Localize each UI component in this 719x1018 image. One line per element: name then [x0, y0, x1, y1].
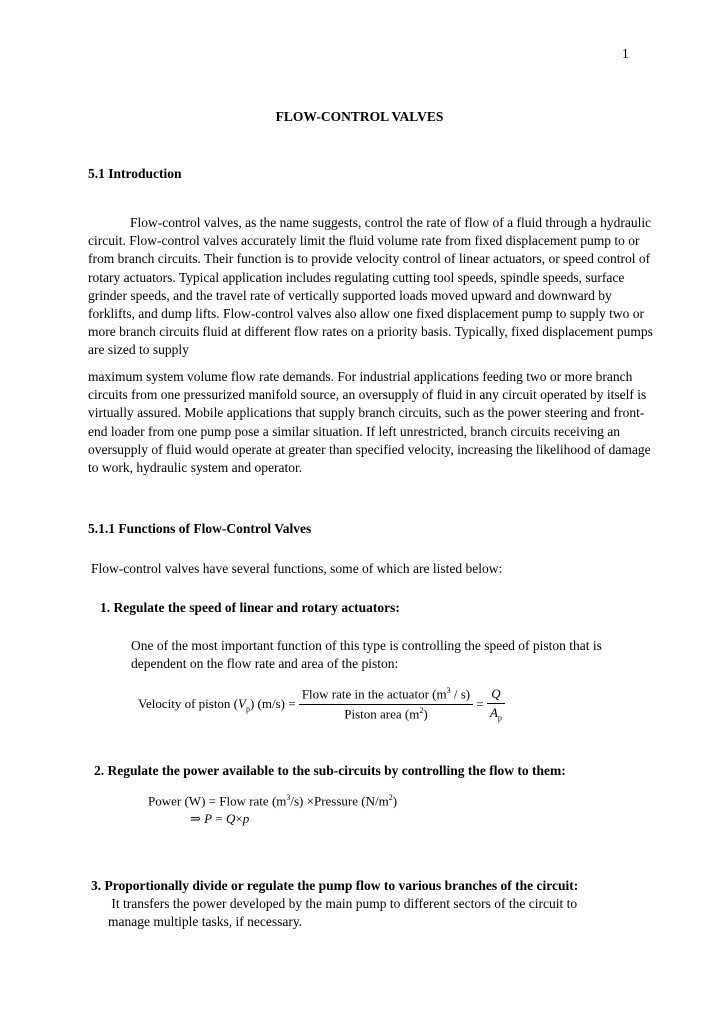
function-1-text: One of the most important function of this type is controlling the speed of piston that is dependent on the flow rate and area of the piston: [131, 638, 602, 672]
function-3-text-line-2: manage multiple tasks, if necessary. [108, 914, 303, 929]
function-3-heading: 3. Proportionally divide or regulate the pump flow to various branches of the circuit: [91, 878, 579, 893]
eq-fraction-words: $\frac{Flow rate in the actuator (m^3 / s)}{Piston area (m^2)}$ [299, 686, 473, 722]
eq-fraction-symbols: $\frac{Q}{A_p}$ [487, 686, 505, 723]
function-1-heading: 1. Regulate the speed of linear and rotary actuators: [100, 600, 400, 615]
power-equation-symbolic: ⇒ P = Q×p [190, 811, 250, 826]
function-3-text-line-1: It transfers the power developed by the main pump to different sectors of the circuit to [108, 896, 578, 911]
page-title: FLOW-CONTROL VALVES [275, 109, 444, 124]
page-number: 1 [622, 46, 629, 61]
eq-lhs: Velocity of piston $(V_p) (m/s)$ = [138, 695, 296, 714]
intro-paragraph-2: maximum system volume flow rate demands. For industrial applications feeding two or more branch circuits from one pressurized manifold source, an oversupply of fluid in any circuit operated by itself is virtually assured. Mobile applications that supply branch circuits, such as the power steering and front-end loader from one pump pose a similar situation. If left unrestricted, branch circuits receiving an oversupply of fluid would operate at greater than specified velocity, increasing the likelihood of damage to work, hydraulic system and operator. [88, 369, 651, 476]
intro-paragraph-1: Flow-control valves, as the name suggests, control the rate of flow of a fluid through a hydraulic circuit. Flow-control valves accurately limit the fluid volume rate from fixed displacement pump to or from branch circuits. Their function is to provide velocity control of linear actuators, or speed control of rotary actuators. Typical application includes regulating cutting tool speeds, spindle speeds, surface grinder speeds, and the travel rate of vertically supported loads moved upward and downward by forklifts, and dump lifts. Flow-control valves also allow one fixed displacement pump to supply two or more branch circuits fluid at different flow rates on a priority basis. Typically, fixed displacement pumps are sized to supply [88, 215, 653, 358]
piston-velocity-equation [138, 686, 505, 723]
section-heading: 5.1 Introduction [88, 166, 182, 181]
eq-equals: = [476, 696, 484, 712]
function-2-heading: 2. Regulate the power available to the sub-circuits by controlling the flow to them: [94, 763, 566, 778]
subsection-heading: 5.1.1 Functions of Flow-Control Valves [88, 521, 312, 536]
subsection-lead: Flow-control valves have several functions, some of which are listed below: [91, 561, 503, 576]
power-equation: Power (W) = Flow rate $(m^3/s)$ ×Pressure $(N/m^2)$ [148, 793, 398, 809]
